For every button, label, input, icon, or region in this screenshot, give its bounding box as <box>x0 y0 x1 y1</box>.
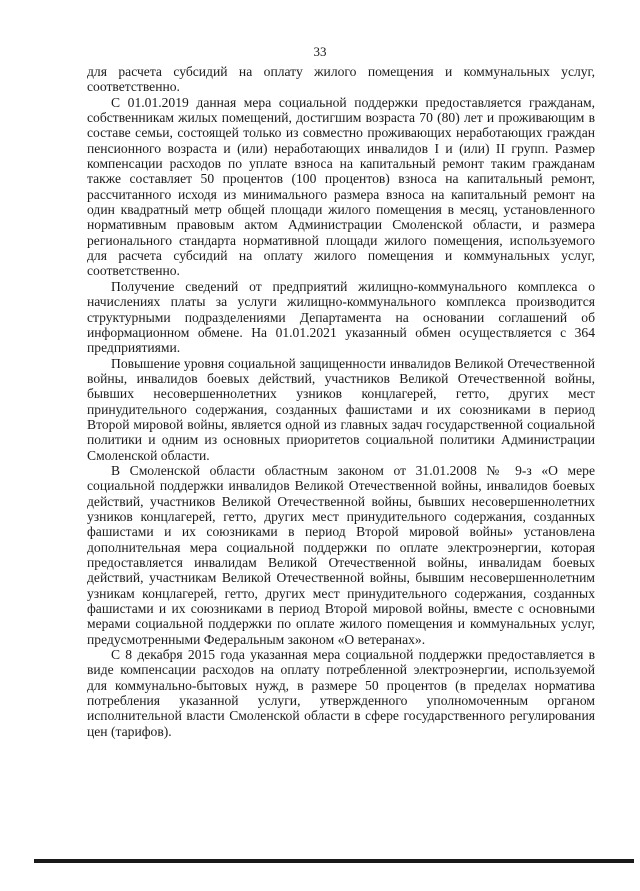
paragraph-electricity-compensation: С 8 декабря 2015 года указанная мера социальной поддержки предоставляется в виде компенсации расходов на оплату потребленной электроэнергии, используемой для коммунально-бытовых нужд, в размере 50 процентов (в пределах норматива потребления указанной услуги, утвержденного уполномоченным органом исполнительной власти Смоленской области в сфере государственного регулирования цен (тарифов). <box>87 647 595 739</box>
paragraph-continuation: для расчета субсидий на оплату жилого помещения и коммунальных услуг, соответственно. <box>87 64 595 95</box>
paragraph-utility-data-exchange: Получение сведений от предприятий жилищно-коммунального комплекса о начислениях платы за услуги жилищно-коммунального комплекса производится структурными подразделениями Департамента на основании соглашений об информационном обмене. На 01.01.2021 указанный обмен осуществляется с 364 предприятиями. <box>87 278 595 356</box>
document-body <box>87 64 595 739</box>
paragraph-compensation-elderly: С 01.01.2019 данная мера социальной поддержки предоставляется гражданам, собственникам жилых помещений, достигшим возраста 70 (80) лет и проживающим в составе семьи, состоящей только из совместно проживающих неработающих граждан пенсионного возраста и (или) неработающих инвалидов I и (или) II групп. Размер компенсации расходов по уплате взноса на капитальный ремонт таким гражданам также составляет 50 процентов (100 процентов) взноса на капитальный ремонт, рассчитанного исходя из минимального размера взноса на капитальный ремонт на один квадратный метр общей площади жилого помещения в месяц, установленного нормативным правовым актом Администрации Смоленской области, и размера регионального стандарта нормативной площади жилого помещения, используемого для расчета субсидий на оплату жилого помещения и коммунальных услуг, соответственно. <box>87 94 595 279</box>
paragraph-veterans-protection: Повышение уровня социальной защищенности инвалидов Великой Отечественной войны, инвалидов боевых действий, участников Великой Отечественной войны, бывших несовершеннолетних узников концлагерей, гетто, других мест принудительного содержания, созданных фашистами и их союзниками в период Второй мировой войны, является одной из главных задач государственной социальной политики и одним из основных приоритетов социальной политики Администрации Смоленской области. <box>87 355 595 463</box>
paragraph-regional-law: В Смоленской области областным законом от 31.01.2008 № 9-з «О мере социальной поддержки инвалидов Великой Отечественной войны, инвалидов боевых действий, участников Великой Отечественной войны, бывших несовершеннолетних узников концлагерей, гетто, других мест принудительного содержания, созданных фашистами и их союзниками в период Второй мировой войны» установлена дополнительная мера социальной поддержки по оплате электроэнергии, которая предоставляется инвалидам Великой Отечественной войны, инвалидам боевых действий, участникам Великой Отечественной войны, бывшим несовершеннолетним узникам концлагерей, гетто, других мест принудительного содержания, созданных фашистами и их союзниками в период Второй мировой войны, вместе с основными мерами социальной поддержки по оплате жилого помещения и коммунальных услуг, предусмотренными Федеральным законом «О ветеранах». <box>87 462 595 647</box>
page-number: 33 <box>313 44 327 59</box>
bottom-rule <box>34 859 634 863</box>
